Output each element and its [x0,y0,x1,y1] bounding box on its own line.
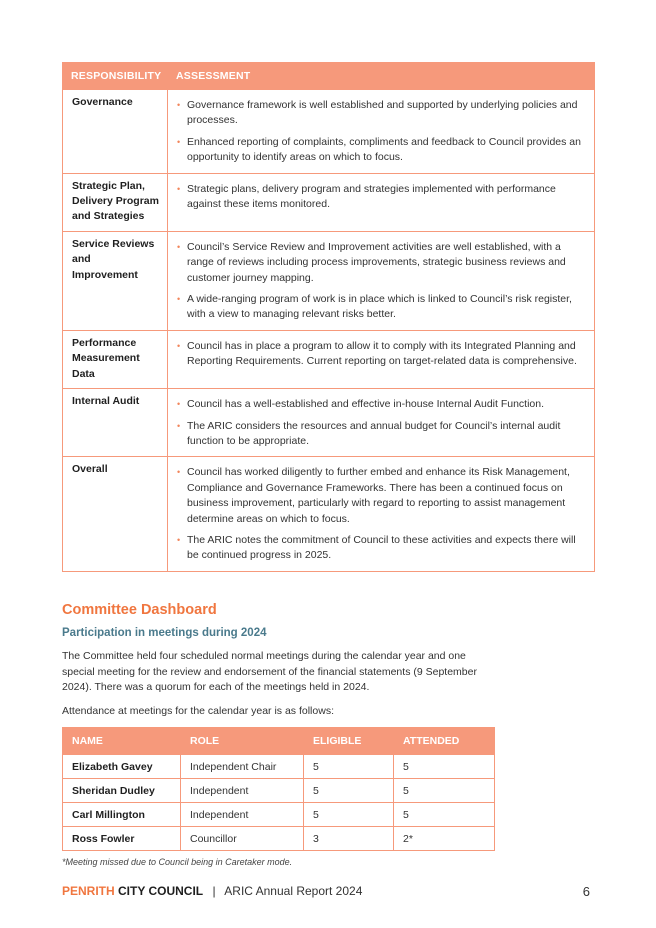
member-name: Sheridan Dudley [63,779,181,803]
table-row [63,330,595,388]
attendance-table [62,727,495,851]
footnote: *Meeting missed due to Council being in Caretaker mode. [62,857,293,867]
member-name: Carl Millington [63,803,181,827]
body-paragraph: The Committee held four scheduled normal meetings during the calendar year and one special meeting for the review and endorsement of the financial statements (9 September 2024). There was a quorum for each of the meetings held in 2024. [62,650,477,693]
column-header-name: NAME [63,728,181,755]
footer-brand-penrith: PENRITH [62,884,115,898]
member-role: Independent [181,779,304,803]
column-header-assessment: ASSESSMENT [168,63,595,90]
member-name: Ross Fowler [63,827,181,851]
member-name: Elizabeth Gavey [63,755,181,779]
table-row [63,389,595,457]
table-row [63,457,595,571]
table-row [63,173,595,231]
table-row [63,755,495,779]
assessment-point: • Enhanced reporting of complaints, compliments and feedback to Council provides an opportunity to identify areas on which to focus. [177,135,586,166]
footer-report-title: ARIC Annual Report 2024 [224,884,363,898]
column-header-role: ROLE [181,728,304,755]
attended-count: 5 [394,755,495,779]
assessment-cell [168,90,595,174]
assessment-point: • Governance framework is well established and supported by underlying policies and processes. [177,98,586,129]
table-row [63,803,495,827]
assessment-point: • Council has worked diligently to further embed and enhance its Risk Management, Compliance and Governance Frameworks. There has been a continued focus on business improvement, particularly with regard to reporting to assist management determine areas on which to focus. [177,465,586,527]
responsibility-cell: Performance Measurement Data [63,330,168,388]
table-row [63,90,595,174]
member-role: Councillor [181,827,304,851]
assessment-point: • Strategic plans, delivery program and strategies implemented with performance against these items monitored. [177,182,586,213]
eligible-count: 5 [304,779,394,803]
assessment-point: • The ARIC considers the resources and annual budget for Council’s internal audit function to be appropriate. [177,419,586,450]
table-row [63,779,495,803]
assessment-cell [168,389,595,457]
footer-brand-city-council: CITY COUNCIL [118,884,204,898]
table-row [63,231,595,330]
attended-count: 5 [394,779,495,803]
body-paragraph: Attendance at meetings for the calendar year is as follows: [62,705,334,717]
assessment-point: • Council has a well-established and effective in-house Internal Audit Function. [177,397,586,412]
assessment-table-header [63,63,595,90]
column-header-attended: ATTENDED [394,728,495,755]
responsibility-cell: Strategic Plan, Delivery Program and Strategies [63,173,168,231]
member-role: Independent Chair [181,755,304,779]
assessment-table [62,62,595,572]
responsibility-cell: Service Reviews and Improvement [63,231,168,330]
assessment-cell [168,457,595,571]
attendance-table-header [63,728,495,755]
member-role: Independent [181,803,304,827]
page-number: 6 [582,884,590,899]
assessment-cell [168,330,595,388]
assessment-point: • Council has in place a program to allow it to comply with its Integrated Planning and Reporting Requirements. Current reporting on target-related data is comprehensive. [177,339,586,370]
responsibility-cell: Overall [63,457,168,571]
page-footer [62,884,594,898]
attended-count: 5 [394,803,495,827]
assessment-point: • The ARIC notes the commitment of Council to these activities and expects there will be continued progress in 2025. [177,533,586,564]
eligible-count: 5 [304,803,394,827]
eligible-count: 5 [304,755,394,779]
attended-count: 2* [394,827,495,851]
column-header-eligible: ELIGIBLE [304,728,394,755]
subsection-heading: Participation in meetings during 2024 [62,627,267,639]
eligible-count: 3 [304,827,394,851]
assessment-point: • Council’s Service Review and Improvement activities are well established, with a range of reviews including process improvements, strategic business reviews and customer journey mapping. [177,240,586,286]
table-row [63,827,495,851]
footer-separator: | [212,884,216,898]
column-header-responsibility: RESPONSIBILITY [63,63,168,90]
assessment-cell [168,173,595,231]
assessment-cell [168,231,595,330]
section-heading: Committee Dashboard [62,602,217,618]
responsibility-cell: Internal Audit [63,389,168,457]
assessment-point: • A wide-ranging program of work is in place which is linked to Council’s risk register, with a view to managing relevant risks better. [177,292,586,323]
responsibility-cell: Governance [63,90,168,174]
